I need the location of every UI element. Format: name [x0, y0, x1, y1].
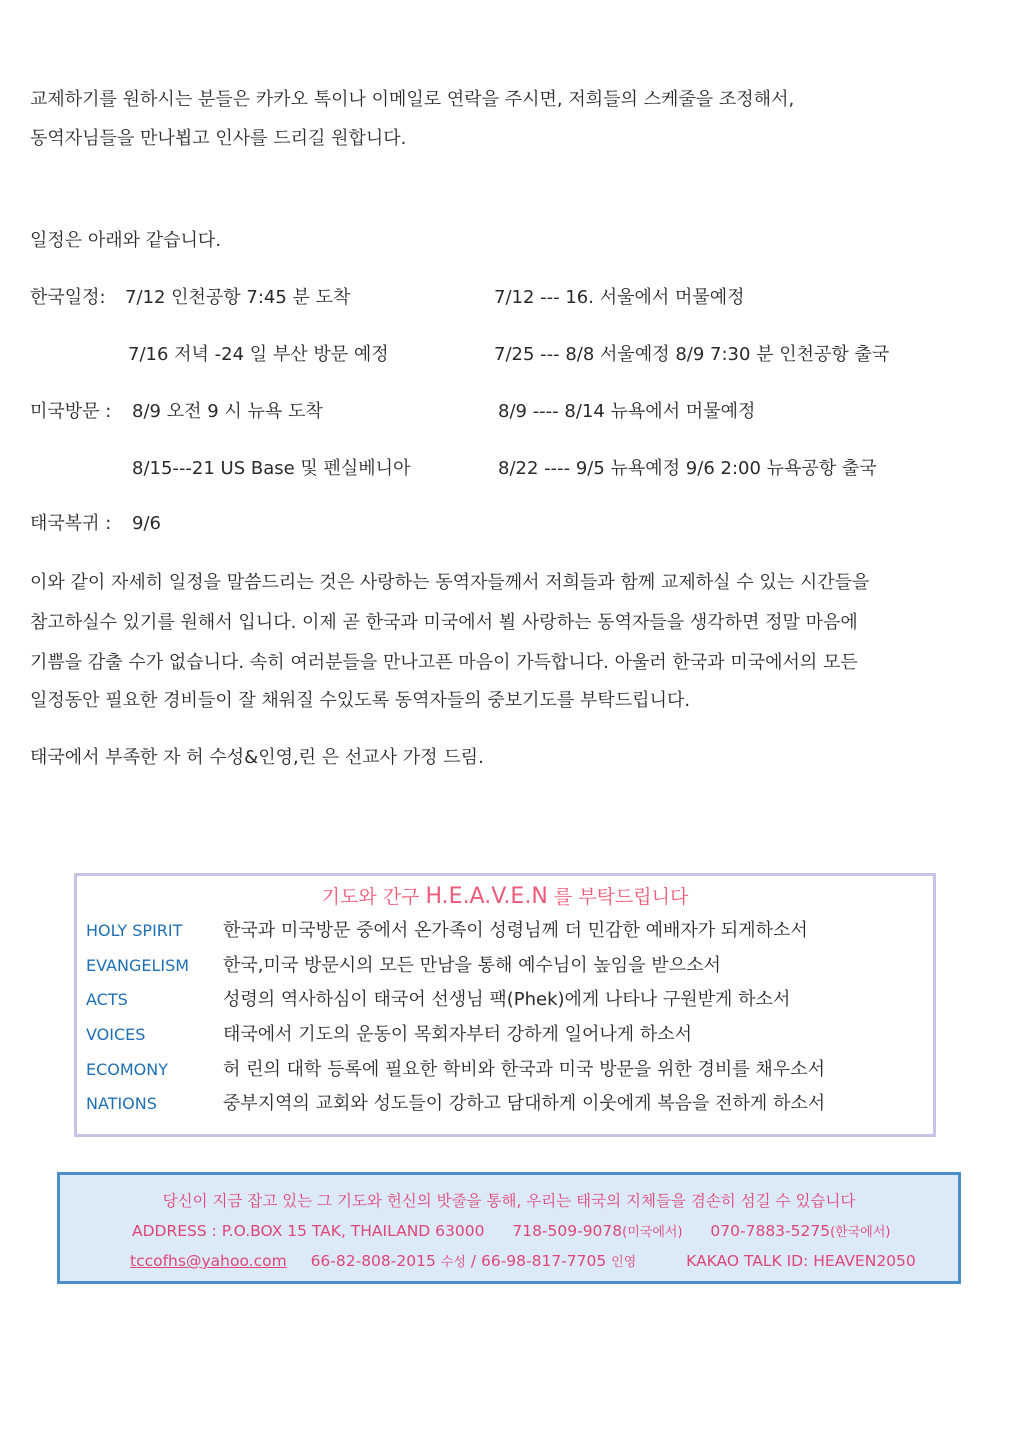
heaven-word-evangelism: EVANGELISM [86, 956, 190, 975]
usa-schedule-label: 미국방문 : [30, 401, 112, 422]
heaven-title-prefix: 기도와 간구 [321, 886, 426, 908]
intro-line-2: 동역자님들을 만나뵙고 인사를 드리길 원합니다. [30, 128, 407, 149]
contact-address: ADDRESS : P.O.BOX 15 TAK, THAILAND 63000 [132, 1222, 485, 1240]
contact-address-line [132, 1220, 890, 1244]
heaven-word-nations: NATIONS [86, 1094, 157, 1113]
korea-schedule-right-1: 7/12 --- 16. 서울에서 머물예정 [494, 287, 745, 308]
contact-phone-th-2-name: 인영 [611, 1255, 637, 1270]
body-line-4: 일정동안 필요한 경비들이 잘 채워질 수있도록 동역자들의 중보기도를 부탁드립니다. [30, 690, 691, 711]
contact-phone-separator: / [465, 1252, 481, 1270]
korea-schedule-item-2: 7/16 저녁 -24 일 부산 방문 예정 [128, 344, 389, 365]
contact-phone-us: 718-509-9078 [512, 1222, 623, 1240]
contact-phone-th-1: 66-82-808-2015 [310, 1252, 436, 1270]
contact-email-line [130, 1250, 916, 1274]
contact-motto: 당신이 지금 잡고 있는 그 기도와 헌신의 밧줄을 통해, 우리는 태국의 지체들을 겸손히 섬길 수 있습니다 [162, 1192, 856, 1210]
contact-phone-th-2: 66-98-817-7705 [480, 1252, 607, 1270]
contact-kakao-id: KAKAO TALK ID: HEAVEN2050 [686, 1252, 916, 1270]
return-date: 9/6 [132, 513, 161, 534]
contact-phone-kr-note: (한국에서) [830, 1225, 891, 1240]
korea-schedule-item-1: 7/12 인천공항 7:45 분 도착 [125, 287, 351, 308]
usa-schedule-right-2: 8/22 ---- 9/5 뉴욕예정 9/6 2:00 뉴욕공항 출국 [498, 458, 877, 479]
heaven-title-suffix: 를 부탁드립니다 [547, 886, 689, 908]
body-line-3: 기쁨을 감출 수가 없습니다. 속히 여러분들을 만나고픈 마음이 가득합니다. 아울러 한국과 미국에서의 모든 [30, 652, 858, 673]
contact-phone-us-note: (미국에서) [622, 1225, 683, 1240]
body-line-1: 이와 같이 자세히 일정을 말씀드리는 것은 사랑하는 동역자들께서 저희들과 함께 교제하실 수 있는 시간들을 [30, 572, 870, 593]
contact-info-box [57, 1172, 961, 1284]
heaven-word-voices: VOICES [86, 1025, 146, 1044]
contact-phone-kr: 070-7883-5275 [710, 1222, 831, 1240]
usa-schedule-right-1: 8/9 ---- 8/14 뉴욕에서 머물예정 [498, 401, 756, 422]
heaven-text-nations: 중부지역의 교회와 성도들이 강하고 담대하게 이웃에게 복음을 전하게 하소서 [223, 1093, 826, 1114]
schedule-heading: 일정은 아래와 같습니다. [30, 230, 222, 251]
heaven-word-holy-spirit: HOLY SPIRIT [86, 921, 183, 940]
heaven-text-economy: 허 린의 대학 등록에 필요한 학비와 한국과 미국 방문을 위한 경비를 채우소서 [223, 1059, 825, 1080]
contact-phone-th-1-name: 수성 [440, 1255, 466, 1270]
contact-email-link[interactable]: tccofhs@yahoo.com [130, 1252, 287, 1270]
heaven-box-title [77, 884, 933, 910]
heaven-title-acronym: H.E.A.V.E.N [425, 884, 548, 909]
heaven-word-acts: ACTS [86, 990, 128, 1009]
signature-line: 태국에서 부족한 자 허 수성&인영,린 은 선교사 가정 드림. [30, 747, 484, 768]
intro-line-1: 교제하기를 원하시는 분들은 카카오 톡이나 이메일로 연락을 주시면, 저희들의 스케줄을 조정해서, [30, 89, 795, 110]
heaven-text-acts: 성령의 역사하심이 태국어 선생님 팩(Phek)에게 나타나 구원받게 하소서 [223, 989, 791, 1010]
heaven-text-holy-spirit: 한국과 미국방문 중에서 온가족이 성령님께 더 민감한 예배자가 되게하소서 [223, 920, 808, 941]
korea-schedule-label: 한국일정: [30, 287, 106, 308]
return-label: 태국복귀 : [30, 513, 112, 534]
body-line-2: 참고하실수 있기를 원해서 입니다. 이제 곧 한국과 미국에서 뵐 사랑하는 동역자들을 생각하면 정말 마음에 [30, 612, 858, 633]
heaven-prayer-box [74, 873, 936, 1137]
heaven-text-voices: 태국에서 기도의 운동이 목회자부터 강하게 일어나게 하소서 [223, 1024, 693, 1045]
korea-schedule-right-2: 7/25 --- 8/8 서울예정 8/9 7:30 분 인천공항 출국 [494, 344, 890, 365]
usa-schedule-item-1: 8/9 오전 9 시 뉴욕 도착 [132, 401, 323, 422]
usa-schedule-item-2: 8/15---21 US Base 및 펜실베니아 [132, 458, 411, 479]
heaven-word-economy: ECOMONY [86, 1060, 169, 1079]
heaven-text-evangelism: 한국,미국 방문시의 모든 만남을 통해 예수님이 높임을 받으소서 [223, 955, 721, 976]
